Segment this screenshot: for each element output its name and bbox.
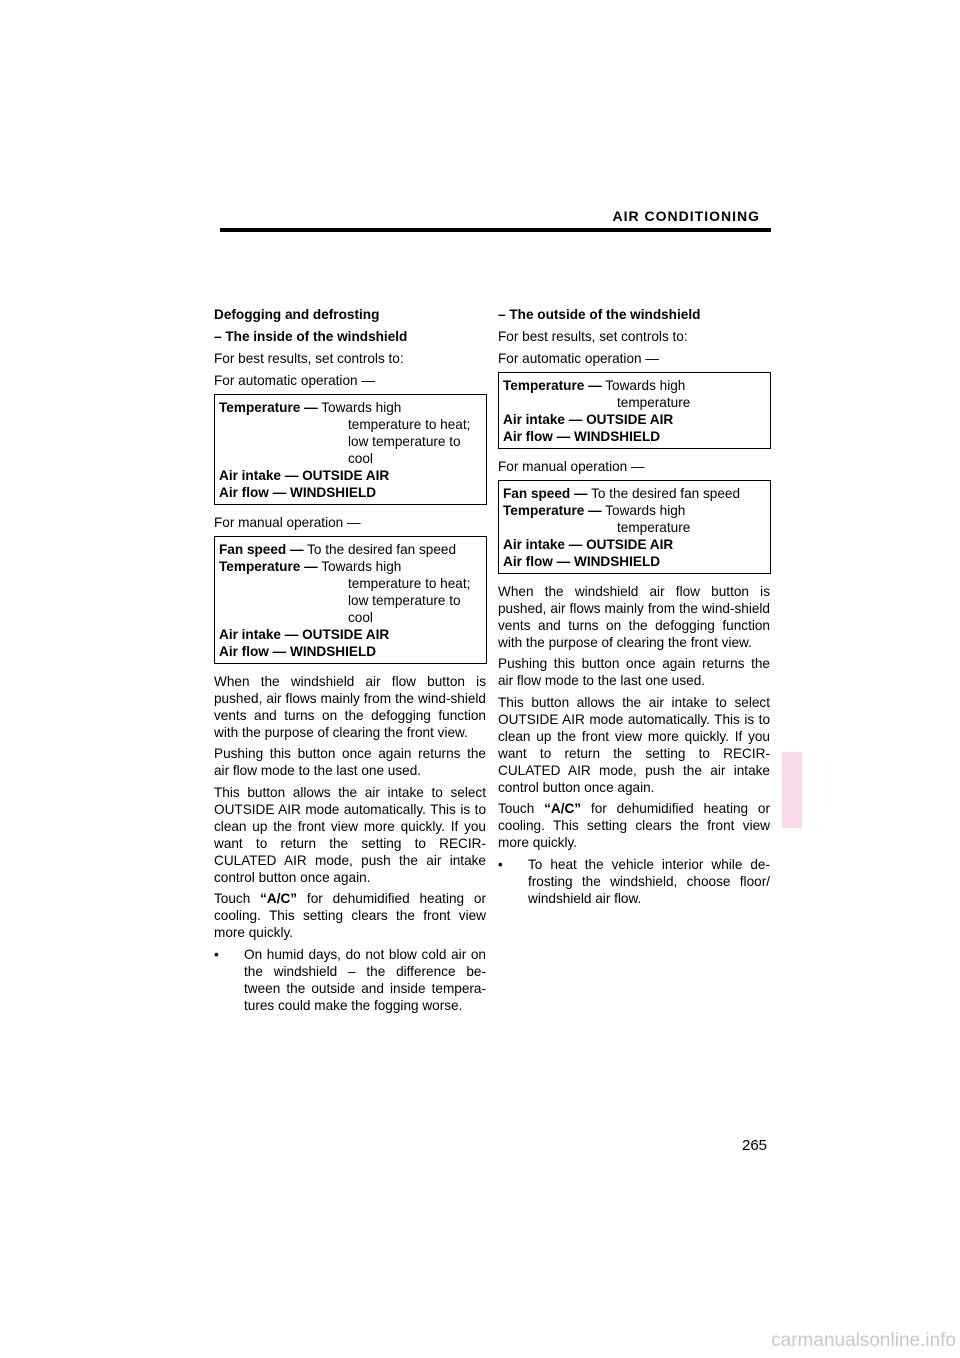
paragraph: This button allows the air intake to select OUTSIDE AIR mode automatically. This is to clean up the front view more quickly. If you want to return the setting to RECIR-CULATED AIR mode, push the air intake control button once again. — [498, 694, 770, 795]
bullet-icon: • — [214, 946, 219, 962]
air-intake-setting: Air intake — OUTSIDE AIR — [503, 411, 674, 427]
air-flow-setting: Air flow — WINDSHIELD — [503, 553, 661, 569]
paragraph: Pushing this button once again returns the air flow mode to the last one used. — [498, 656, 770, 688]
air-flow-setting: Air flow — WINDSHIELD — [219, 643, 377, 659]
temp-value-line: cool — [348, 450, 373, 466]
temp-label: Temperature — — [503, 377, 602, 393]
auto-settings-box — [214, 394, 487, 505]
temp-value-line: low temperature to — [348, 592, 461, 608]
air-intake-setting: Air intake — OUTSIDE AIR — [219, 626, 390, 642]
fan-value: To the desired fan speed — [303, 541, 457, 557]
section-title: AIR CONDITIONING — [612, 208, 760, 224]
temp-value-line: temperature — [617, 394, 691, 410]
temp-value: Towards high — [317, 558, 402, 574]
paragraph-ac — [498, 800, 770, 851]
watermark: carmanualsonline.info — [771, 1330, 956, 1351]
left-column — [214, 306, 486, 1018]
bullet-item — [214, 946, 486, 1014]
fan-value: To the desired fan speed — [587, 485, 741, 501]
manual-settings-box — [214, 536, 487, 664]
bullet-text: On humid days, do not blow cold air on the windshield – the difference be-tween the outside and inside tempera-tures could make the fogging worse. — [244, 946, 486, 1013]
paragraph: This button allows the air intake to select OUTSIDE AIR mode automatically. This is to clean up the front view more quickly. If you want to return the setting to RECIR-CULATED AIR mode, push the air intake control button once again. — [214, 784, 486, 885]
temp-value-line: low temperature to — [348, 433, 461, 449]
ac-pre: Touch — [498, 801, 545, 816]
auto-operation-label: For automatic operation — — [498, 350, 659, 366]
bullet-text: To heat the vehicle interior while de-frosting the windshield, choose floor/ windshield air flow. — [528, 856, 770, 906]
temp-value-line: cool — [348, 609, 373, 625]
ac-label: “A/C” — [260, 891, 298, 906]
air-intake-setting: Air intake — OUTSIDE AIR — [219, 467, 390, 483]
temp-value: Towards high — [601, 377, 686, 393]
bullet-item — [498, 856, 770, 907]
ac-post: for dehumidified heating or cooling. This setting clears the front view more quickly. — [214, 891, 486, 940]
temp-value: Towards high — [601, 502, 686, 518]
air-flow-setting: Air flow — WINDSHIELD — [503, 428, 661, 444]
best-results-text: For best results, set controls to: — [214, 351, 404, 366]
heading-outside-windshield: – The outside of the windshield — [498, 307, 701, 322]
paragraph: When the windshield air flow button is pushed, air flows mainly from the wind-shield vents and turns on the defogging function with the purpose of clearing the front view. — [498, 583, 770, 650]
manual-operation-label: For manual operation — — [498, 458, 645, 474]
bullet-icon: • — [498, 856, 503, 872]
paragraph: Pushing this button once again returns the air flow mode to the last one used. — [214, 746, 486, 778]
fan-label: Fan speed — — [219, 541, 304, 557]
right-column — [498, 306, 770, 911]
air-intake-setting: Air intake — OUTSIDE AIR — [503, 536, 674, 552]
fan-label: Fan speed — — [503, 485, 588, 501]
temp-value: Towards high — [317, 399, 402, 415]
temp-value-line: temperature to heat; — [348, 416, 471, 432]
ac-post: for dehumidified heating or cooling. This setting clears the front view more quickly. — [498, 801, 770, 850]
auto-settings-box — [498, 372, 771, 449]
heading-defogging: Defogging and defrosting — [214, 307, 380, 322]
temp-value-line: temperature to heat; — [348, 575, 471, 591]
temp-label: Temperature — — [219, 558, 318, 574]
ac-pre: Touch — [214, 891, 261, 906]
auto-operation-label: For automatic operation — — [214, 372, 375, 388]
page-number: 265 — [742, 1137, 768, 1154]
manual-operation-label: For manual operation — — [214, 514, 361, 530]
paragraph: When the windshield air flow button is pushed, air flows mainly from the wind-shield vents and turns on the defogging function with the purpose of clearing the front view. — [214, 673, 486, 740]
section-tab-marker — [782, 752, 802, 828]
ac-label: “A/C” — [544, 801, 582, 816]
heading-inside-windshield: – The inside of the windshield — [214, 329, 408, 344]
best-results-text: For best results, set controls to: — [498, 329, 688, 344]
manual-settings-box — [498, 480, 771, 574]
paragraph-ac — [214, 890, 486, 941]
temp-label: Temperature — — [503, 502, 602, 518]
temp-label: Temperature — — [219, 399, 318, 415]
header-rule — [220, 228, 771, 232]
air-flow-setting: Air flow — WINDSHIELD — [219, 484, 377, 500]
temp-value-line: temperature — [617, 519, 691, 535]
